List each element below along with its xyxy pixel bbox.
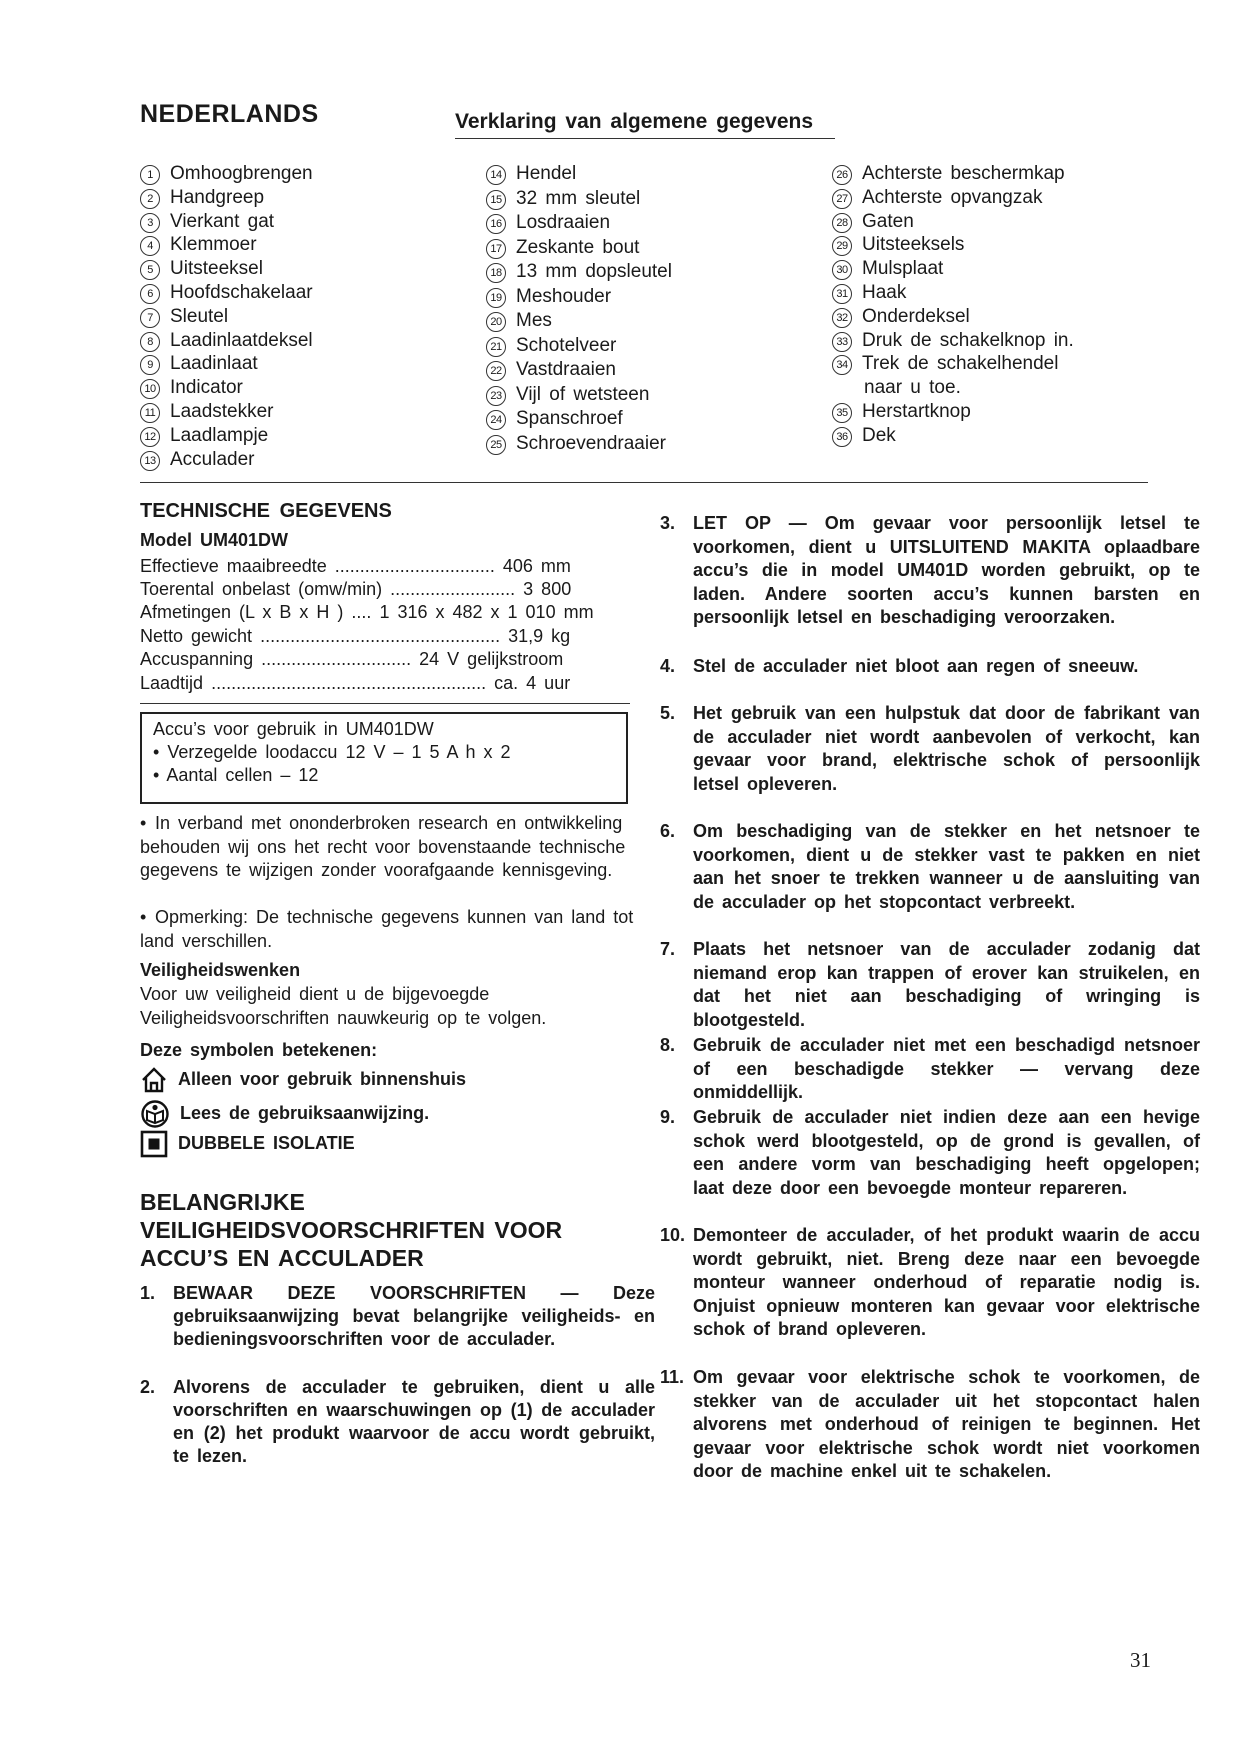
- part-item: [486, 236, 672, 261]
- part-item: [140, 210, 313, 234]
- safety-instruction: [660, 1034, 1200, 1105]
- part-item: [486, 334, 672, 359]
- safety-instruction: [660, 702, 1200, 796]
- instruction-number: 8.: [660, 1035, 676, 1055]
- battery-box-item-text: Verzegelde loodaccu 12 V – 1 5 A h x 2: [167, 742, 511, 762]
- title-line: VEILIGHEIDSVOORSCHRIFTEN VOOR: [140, 1217, 563, 1243]
- part-number: 15: [486, 190, 506, 210]
- instruction-text: Om gevaar voor elektrische schok te voorkomen, de stekker van de acculader uit het stopcontact halen alvorens met onderhoud of reinigen te beginnen. Het gevaar voor elektrische schok wordt niet voorkomen door de machine enkel uit te schakelen.: [693, 1367, 1200, 1481]
- instruction-number: 11.: [660, 1367, 685, 1387]
- part-number: 18: [486, 263, 506, 283]
- part-number: 1: [140, 165, 160, 185]
- part-label: Laadlampje: [170, 424, 269, 446]
- house-icon: [140, 1069, 178, 1089]
- instruction-number: 7.: [660, 939, 676, 959]
- part-number: 7: [140, 308, 160, 328]
- part-label: Herstartknop: [862, 400, 971, 422]
- spec-dots: ................................................: [260, 626, 501, 646]
- part-label: Laadstekker: [170, 400, 274, 422]
- instruction-number: 5.: [660, 703, 676, 723]
- part-number: 30: [832, 260, 852, 280]
- part-number: 10: [140, 379, 160, 399]
- spec-row: [140, 649, 563, 670]
- part-label: Hoofdschakelaar: [170, 281, 313, 303]
- instruction-text: Gebruik de acculader niet met een beschadigd netsnoer of een beschadigde stekker — vervang deze onmiddellijk.: [693, 1035, 1200, 1102]
- part-label: Druk de schakelknop in.: [862, 329, 1074, 351]
- safety-instruction: [660, 1106, 1200, 1200]
- battery-info-box: [140, 712, 628, 804]
- part-item: [140, 281, 313, 305]
- part-label: Sleutel: [170, 305, 229, 327]
- part-number: 5: [140, 260, 160, 280]
- section-language-title: NEDERLANDS: [140, 100, 319, 128]
- spec-row: [140, 602, 594, 623]
- part-label: Vijl of wetsteen: [516, 383, 650, 405]
- part-label: Haak: [862, 281, 907, 303]
- model-name: Model UM401DW: [140, 530, 289, 550]
- spec-row: [140, 673, 570, 694]
- part-label: Achterste beschermkap: [862, 163, 1065, 184]
- part-item: [140, 400, 313, 424]
- part-label: Uitsteeksel: [170, 258, 263, 280]
- tech-title: TECHNISCHE GEGEVENS: [140, 500, 392, 522]
- spec-dots: ................................: [334, 556, 495, 576]
- spec-value: 31,9 kg: [508, 626, 571, 646]
- part-number: 25: [486, 435, 506, 455]
- part-label: Dek: [862, 424, 896, 446]
- tech-note-text: In verband met ononderbroken research en ontwikkeling behouden wij ons het recht voor bovenstaande technische gegevens te wijzigen zonder voorafgaande kennisgeving.: [140, 813, 626, 880]
- safety-instruction: [660, 512, 1200, 630]
- instruction-number: 9.: [660, 1107, 676, 1127]
- part-number: 34: [832, 355, 852, 375]
- part-item-continued: [832, 376, 1074, 400]
- part-item: [832, 210, 1074, 234]
- battery-box-item-text: Aantal cellen – 12: [166, 765, 319, 785]
- parts-column-1: [140, 162, 313, 471]
- title-line: ACCU’S EN ACCULADER: [140, 1245, 424, 1271]
- part-item: [832, 162, 1074, 186]
- spec-value: 3 800: [523, 579, 572, 599]
- part-number: 26: [832, 165, 852, 185]
- part-item: [832, 352, 1074, 376]
- part-label: Losdraaien: [516, 212, 611, 233]
- part-number: 4: [140, 236, 160, 256]
- part-number: 32: [832, 308, 852, 328]
- spec-label: Effectieve maaibreedte: [140, 556, 327, 576]
- safety-instruction: [660, 1224, 1200, 1342]
- part-item: [486, 309, 672, 334]
- part-number: 33: [832, 332, 852, 352]
- symbol-label: Lees de gebruiksaanwijzing.: [180, 1102, 430, 1123]
- part-item: [486, 211, 672, 236]
- instruction-text: Plaats het netsnoer van de acculader zodanig dat niemand erop kan trappen of erover kan struikelen, en dat het niet aan beschadiging of wringing is blootgesteld.: [693, 939, 1200, 1030]
- symbol-label: DUBBELE ISOLATIE: [178, 1132, 355, 1153]
- part-label: Zeskante bout: [516, 236, 640, 258]
- safety-instruction: [140, 1376, 655, 1468]
- instruction-number: 4.: [660, 656, 676, 676]
- battery-box-title: Accu’s voor gebruik in UM401DW: [153, 719, 434, 739]
- spec-dots: ..............................: [261, 649, 412, 669]
- spec-label: Afmetingen (L x B x H ): [140, 602, 344, 622]
- part-item: [140, 257, 313, 281]
- battery-box-item: • Verzegelde loodaccu 12 V – 1 5 A h x 2: [153, 742, 511, 762]
- section-divider: [140, 482, 1148, 483]
- safety-instruction: [660, 820, 1200, 914]
- part-item: [486, 407, 672, 432]
- part-label: Indicator: [170, 377, 243, 399]
- spec-value: ca. 4 uur: [494, 673, 571, 693]
- safety-instruction: [660, 938, 1200, 1032]
- safety-instruction: [660, 655, 1200, 679]
- symbol-row: [140, 1130, 355, 1158]
- part-label: Laadinlaat: [170, 353, 258, 375]
- symbol-row: [140, 1066, 466, 1094]
- symbol-row: [140, 1099, 429, 1129]
- part-item: [140, 376, 313, 400]
- part-label: Acculader: [170, 448, 255, 470]
- part-number: 11: [140, 403, 160, 423]
- part-label: Klemmoer: [170, 234, 257, 256]
- spec-label: Toerental onbelast (omw/min): [140, 579, 383, 599]
- part-item: [140, 305, 313, 329]
- instruction-text: Demonteer de acculader, of het produkt waarin de accu wordt gebruikt, niet. Breng deze naar een bevoegde monteur wanneer onderhoud of reparatie nodig is. Onjuist opnieuw monteren kan gevaar voor elektrische schok of brand opleveren.: [693, 1225, 1200, 1339]
- part-item: [140, 162, 313, 186]
- part-item: [832, 400, 1074, 424]
- spec-label: Laadtijd: [140, 673, 204, 693]
- part-number: 2: [140, 189, 160, 209]
- safety-instruction: [140, 1282, 655, 1351]
- instruction-text: Gebruik de acculader niet indien deze aan een hevige schok werd blootgesteld, op de grond is gevallen, of een andere vorm van beschadiging heeft opgelopen; laat deze door een bevoegde monteur repareren.: [693, 1107, 1200, 1198]
- part-number: 16: [486, 214, 506, 234]
- part-item: [140, 424, 313, 448]
- instruction-text: LET OP — Om gevaar voor persoonlijk letsel te voorkomen, dient u UITSLUITEND MAKITA oplaadbare accu’s die in model UM401D worden gebruikt, op te laden. Andere soorten accu’s kunnen barsten en persoonlijk letsel en beschadiging veroorzaken.: [693, 513, 1200, 627]
- part-label: Hendel: [516, 163, 577, 184]
- part-item: [486, 432, 672, 457]
- safety-text: Voor uw veiligheid dient u de bijgevoegde Veiligheidsvoorschriften nauwkeurig op te volgen.: [140, 984, 547, 1028]
- part-number: 28: [832, 213, 852, 233]
- part-number: 13: [140, 451, 160, 471]
- part-label: Gaten: [862, 210, 914, 232]
- parts-column-2: [486, 162, 672, 456]
- part-item: [832, 305, 1074, 329]
- part-label: Uitsteeksels: [862, 234, 965, 256]
- part-item: [486, 162, 672, 187]
- spec-row: [140, 579, 571, 600]
- important-safety-title: [140, 1188, 562, 1272]
- instruction-text: Alvorens de acculader te gebruiken, dient u alle voorschriften en waarschuwingen op (1) de acculader en (2) het produkt waarvoor de accu wordt gebruikt, te lezen.: [173, 1377, 655, 1466]
- instruction-number: 6.: [660, 821, 676, 841]
- spec-dots: .........................: [390, 579, 516, 599]
- part-number: 14: [486, 165, 506, 185]
- page-number: 31: [1130, 1648, 1151, 1672]
- spec-dots: .......................................................: [211, 673, 487, 693]
- part-number: 22: [486, 361, 506, 381]
- part-label: Meshouder: [516, 285, 612, 307]
- part-number: 19: [486, 288, 506, 308]
- part-label: 13 mm dopsleutel: [516, 261, 672, 282]
- title-line: BELANGRIJKE: [140, 1189, 305, 1215]
- page-subtitle: Verklaring van algemene gegevens: [455, 110, 835, 139]
- part-label: Trek de schakelhendel: [862, 353, 1059, 375]
- part-label: Onderdeksel: [862, 305, 970, 327]
- symbol-label: Alleen voor gebruik binnenshuis: [178, 1068, 467, 1089]
- instruction-text: BEWAAR DEZE VOORSCHRIFTEN — Deze gebruiksaanwijzing bevat belangrijke veiligheids- en bedieningsvoorschriften voor de acculader.: [173, 1283, 655, 1349]
- part-item: [832, 257, 1074, 281]
- part-item: [486, 285, 672, 310]
- spec-row: [140, 626, 570, 647]
- spec-row: [140, 556, 571, 577]
- part-item: [832, 424, 1074, 448]
- part-label: Schotelveer: [516, 334, 617, 356]
- tech-note-text: Opmerking: De technische gegevens kunnen van land tot land verschillen.: [140, 907, 634, 951]
- part-number: 3: [140, 213, 160, 233]
- part-number: 29: [832, 236, 852, 256]
- part-item: [140, 352, 313, 376]
- part-label: Vierkant gat: [170, 210, 275, 232]
- part-number: 24: [486, 410, 506, 430]
- spec-label: Netto gewicht: [140, 626, 253, 646]
- part-number: 20: [486, 312, 506, 332]
- part-number: 31: [832, 284, 852, 304]
- instruction-text: Om beschadiging van de stekker en het netsnoer te voorkomen, dient u de stekker vast te pakken en niet aan het snoer te trekken wanneer u de aansluiting van de acculader op het stopcontact verbreekt.: [693, 821, 1200, 912]
- spec-value: 1 316 x 482 x 1 010 mm: [379, 602, 594, 622]
- part-label: Mulsplaat: [862, 258, 944, 280]
- symbols-heading: Deze symbolen betekenen:: [140, 1040, 378, 1060]
- tech-note: • Opmerking: De technische gegevens kunnen van land tot land verschillen.: [140, 907, 634, 951]
- part-item: [832, 281, 1074, 305]
- part-label: Achterste opvangzak: [862, 186, 1043, 208]
- part-item: [486, 358, 672, 383]
- part-number: 27: [832, 189, 852, 209]
- instruction-text: Het gebruik van een hulpstuk dat door de fabrikant van de acculader niet wordt aanbevolen of verkocht, kan gevaar voor brand, elektrische schok of persoonlijk letsel opleveren.: [693, 703, 1200, 794]
- tech-note: • In verband met ononderbroken research en ontwikkeling behouden wij ons het recht voor bovenstaande technische gegevens te wijzigen zonder voorafgaande kennisgeving.: [140, 813, 626, 880]
- read-manual-icon: [140, 1103, 180, 1123]
- spec-label: Accuspanning: [140, 649, 254, 669]
- safety-heading: Veiligheidswenken: [140, 960, 301, 980]
- instruction-text: Stel de acculader niet bloot aan regen of sneeuw.: [693, 656, 1139, 676]
- instruction-number: 2.: [140, 1377, 156, 1397]
- parts-column-3: [832, 162, 1074, 448]
- spec-value: 24 V gelijkstroom: [419, 649, 564, 669]
- part-number: 6: [140, 284, 160, 304]
- part-item: [140, 233, 313, 257]
- part-number: 9: [140, 355, 160, 375]
- safety-instruction: [660, 1366, 1200, 1484]
- part-label: 32 mm sleutel: [516, 187, 641, 209]
- part-number: 17: [486, 239, 506, 259]
- part-item: [832, 233, 1074, 257]
- part-item: [486, 260, 672, 285]
- spec-divider: [140, 703, 630, 704]
- instruction-number: 1.: [140, 1283, 156, 1303]
- part-item: [486, 187, 672, 212]
- battery-box-item: • Aantal cellen – 12: [153, 765, 319, 785]
- part-item: [832, 329, 1074, 353]
- double-insulation-icon: [140, 1133, 178, 1153]
- spec-value: 406 mm: [502, 556, 571, 576]
- part-item: [140, 186, 313, 210]
- part-number: 12: [140, 427, 160, 447]
- part-number: 23: [486, 386, 506, 406]
- part-label: Omhoogbrengen: [170, 163, 313, 184]
- part-label: naar u toe.: [864, 377, 961, 399]
- part-item: [832, 186, 1074, 210]
- part-number: 35: [832, 403, 852, 423]
- part-label: Vastdraaien: [516, 359, 616, 380]
- instruction-number: 10.: [660, 1225, 686, 1245]
- part-number: 21: [486, 337, 506, 357]
- part-label: Spanschroef: [516, 408, 623, 429]
- part-number: 8: [140, 332, 160, 352]
- part-label: Schroevendraaier: [516, 432, 666, 454]
- part-item: [486, 383, 672, 408]
- part-item: [140, 448, 313, 472]
- part-label: Mes: [516, 310, 552, 331]
- instruction-number: 3.: [660, 513, 676, 533]
- part-number: 36: [832, 427, 852, 447]
- spec-dots: ....: [351, 602, 372, 622]
- part-label: Handgreep: [170, 186, 265, 208]
- part-label: Laadinlaatdeksel: [170, 329, 313, 351]
- part-item: [140, 329, 313, 353]
